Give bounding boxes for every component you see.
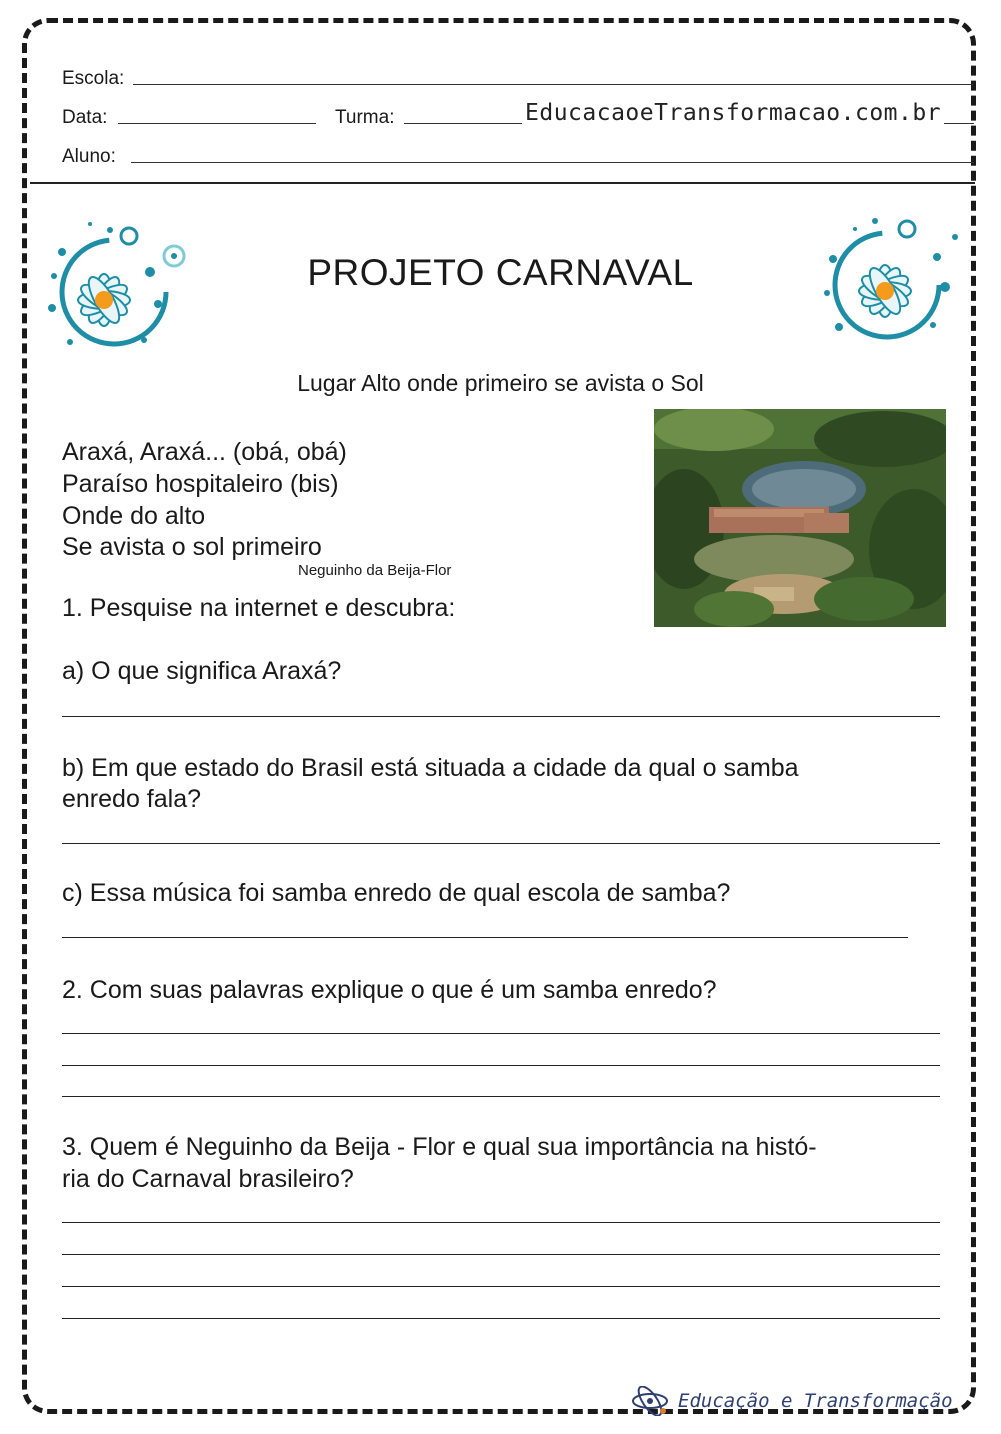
answer-line-1a[interactable] xyxy=(62,716,940,717)
subtitle: Lugar Alto onde primeiro se avista o Sol xyxy=(297,370,704,396)
answer-line-1b[interactable] xyxy=(62,843,940,844)
aerial-photo xyxy=(654,409,946,627)
date-field[interactable] xyxy=(118,123,316,124)
footer-text: Educação e Transformação xyxy=(678,1390,953,1412)
verse-credit: Neguinho da Beija-Flor xyxy=(298,562,452,579)
question-1: 1. Pesquise na internet e descubra: xyxy=(62,594,456,622)
answer-line-3-4[interactable] xyxy=(62,1318,940,1319)
answer-line-2-2[interactable] xyxy=(62,1065,940,1066)
answer-line-2-1[interactable] xyxy=(62,1033,940,1034)
question-3-line-1: 3. Quem é Neguinho da Beija - Flor e qual sua importância na histó- xyxy=(62,1133,817,1161)
atom-icon xyxy=(630,1386,670,1416)
school-label: Escola: xyxy=(62,68,125,89)
answer-line-2-3[interactable] xyxy=(62,1096,940,1097)
school-field[interactable] xyxy=(133,84,973,85)
question-1b-line-1: b) Em que estado do Brasil está situada a cidade da qual o samba xyxy=(62,754,799,782)
footer-brand xyxy=(630,1386,953,1416)
header-divider xyxy=(30,182,975,184)
student-field[interactable] xyxy=(131,162,974,163)
question-1c: c) Essa música foi samba enredo de qual escola de samba? xyxy=(62,879,731,907)
site-watermark: EducacaoeTransformacao.com.br xyxy=(522,100,944,126)
question-1a: a) O que significa Araxá? xyxy=(62,657,342,685)
answer-line-1c[interactable] xyxy=(62,937,908,938)
question-2: 2. Com suas palavras explique o que é um samba enredo? xyxy=(62,976,717,1004)
class-label: Turma: xyxy=(335,107,395,128)
answer-line-3-3[interactable] xyxy=(62,1286,940,1287)
question-3-line-2: ria do Carnaval brasileiro? xyxy=(62,1165,354,1193)
verse-line-1: Araxá, Araxá... (obá, obá) xyxy=(62,438,347,466)
page-title: PROJETO CARNAVAL xyxy=(307,252,694,293)
verse-line-2: Paraíso hospitaleiro (bis) xyxy=(62,470,339,498)
student-label: Aluno: xyxy=(62,146,116,167)
verse-line-3: Onde do alto xyxy=(62,502,206,530)
answer-line-3-1[interactable] xyxy=(62,1222,940,1223)
verse-line-4: Se avista o sol primeiro xyxy=(62,533,322,561)
date-label: Data: xyxy=(62,107,108,128)
answer-line-3-2[interactable] xyxy=(62,1254,940,1255)
question-1b-line-2: enredo fala? xyxy=(62,785,202,813)
